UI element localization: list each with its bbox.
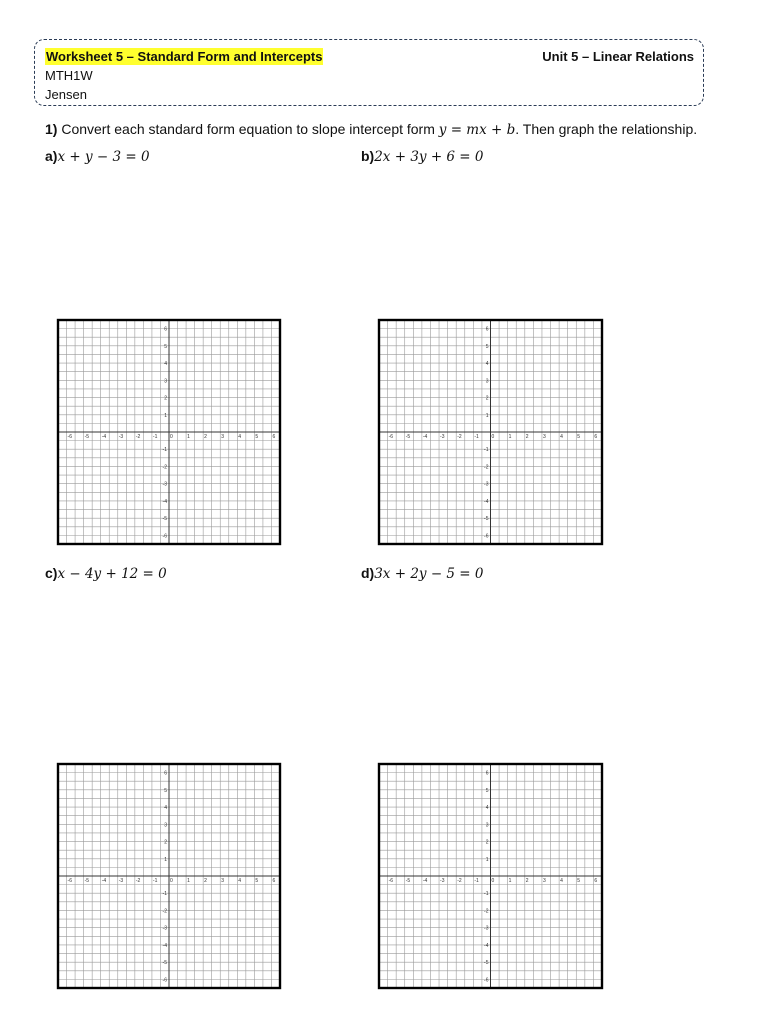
x-tick-label: -1 [152, 878, 158, 884]
x-tick-label: 2 [204, 878, 207, 884]
x-tick-label: -6 [67, 434, 72, 440]
y-tick-label: 1 [485, 856, 489, 863]
question-instruction [45, 120, 697, 139]
y-tick-label: 1 [164, 412, 167, 419]
coordinate-grid-d[interactable] [377, 762, 604, 990]
part-c [45, 564, 167, 583]
x-tick-label: -3 [440, 434, 445, 440]
y-tick-label: -6 [484, 533, 489, 540]
y-tick-label: -6 [484, 977, 489, 984]
y-tick-label: -4 [484, 942, 489, 949]
x-tick-label: -4 [101, 878, 107, 884]
x-tick-label: -3 [440, 878, 445, 884]
part-b [361, 147, 484, 166]
part-label: d) [361, 565, 375, 581]
part-label: b) [361, 148, 375, 164]
x-tick-label: 2 [525, 434, 529, 440]
y-tick-label: 6 [164, 326, 167, 333]
x-tick-label: 3 [542, 878, 546, 884]
x-tick-label: 2 [204, 434, 207, 440]
y-tick-label: 6 [485, 326, 489, 333]
worksheet-title: Worksheet 5 – Standard Form and Intercepts [46, 49, 323, 64]
y-tick-label: 4 [164, 805, 167, 812]
x-tick-label: -3 [118, 434, 124, 440]
y-tick-label: -3 [484, 481, 489, 488]
coordinate-grid-c[interactable] [56, 762, 282, 990]
x-tick-label: 5 [255, 878, 259, 884]
x-tick-label: 6 [272, 434, 276, 440]
x-tick-label: -4 [422, 878, 428, 884]
unit-title: Unit 5 – Linear Relations [542, 49, 694, 64]
y-tick-label: -2 [162, 908, 167, 915]
y-tick-label: -6 [162, 533, 167, 540]
y-tick-label: -1 [162, 447, 167, 454]
x-tick-label: -5 [84, 434, 90, 440]
x-tick-label: -4 [422, 434, 428, 440]
y-tick-label: 5 [164, 787, 167, 794]
x-tick-label: 1 [508, 434, 512, 440]
x-tick-label: 5 [577, 878, 581, 884]
y-tick-label: 2 [164, 395, 167, 402]
part-d [361, 564, 484, 583]
part-label: c) [45, 565, 58, 581]
y-tick-label: 3 [485, 822, 489, 829]
x-tick-label: -3 [118, 878, 124, 884]
x-tick-label: -2 [457, 878, 462, 884]
part-a [45, 147, 150, 166]
y-tick-label: 6 [485, 770, 489, 777]
x-tick-label: -6 [67, 878, 72, 884]
x-tick-label: 6 [594, 878, 598, 884]
x-tick-label: 4 [238, 434, 242, 440]
x-tick-label: 6 [272, 878, 276, 884]
y-tick-label: -5 [484, 516, 489, 523]
x-tick-label: -1 [474, 434, 479, 440]
x-tick-label: 4 [560, 878, 563, 884]
y-tick-label: -4 [162, 498, 167, 505]
x-tick-label: 1 [187, 878, 190, 884]
y-tick-label: 3 [164, 822, 167, 829]
coordinate-grid-a[interactable] [56, 318, 282, 546]
y-tick-label: -1 [484, 447, 489, 454]
y-tick-label: 4 [485, 361, 489, 368]
x-tick-label: -5 [405, 434, 411, 440]
y-tick-label: 2 [164, 839, 167, 846]
x-tick-label: 0 [491, 878, 495, 884]
x-tick-label: -2 [457, 434, 462, 440]
x-tick-label: -1 [474, 878, 479, 884]
y-tick-label: -1 [484, 891, 489, 898]
y-tick-label: 3 [485, 378, 489, 385]
x-tick-label: -6 [388, 878, 394, 884]
part-equation: x + y − 3 = 0 [57, 149, 150, 165]
y-tick-label: 5 [164, 343, 167, 350]
x-tick-label: 0 [491, 434, 495, 440]
y-tick-label: -6 [162, 977, 167, 984]
y-tick-label: 1 [164, 856, 167, 863]
y-tick-label: -1 [162, 891, 167, 898]
instruction-text: Convert each standard form equation to slope intercept form [57, 121, 439, 137]
y-tick-label: -3 [484, 925, 489, 932]
x-tick-label: 5 [577, 434, 581, 440]
course-code: MTH1W [45, 68, 93, 83]
part-equation: x − 4y + 12 = 0 [57, 566, 167, 582]
question-number: 1) [45, 121, 58, 137]
x-tick-label: -2 [135, 434, 141, 440]
y-tick-label: -5 [162, 960, 167, 967]
x-tick-label: -6 [388, 434, 394, 440]
y-tick-label: 2 [485, 395, 489, 402]
x-tick-label: 0 [170, 878, 173, 884]
x-tick-label: 5 [255, 434, 259, 440]
part-equation: 3x + 2y − 5 = 0 [374, 566, 484, 582]
y-tick-label: 4 [485, 805, 489, 812]
x-tick-label: 0 [170, 434, 173, 440]
y-tick-label: 5 [485, 343, 489, 350]
y-tick-label: 4 [164, 361, 167, 368]
x-tick-label: 4 [560, 434, 563, 440]
x-tick-label: 3 [221, 434, 225, 440]
x-tick-label: -4 [101, 434, 107, 440]
y-tick-label: 5 [485, 787, 489, 794]
teacher-name: Jensen [45, 87, 87, 102]
x-tick-label: -2 [135, 878, 141, 884]
y-tick-label: -3 [162, 481, 167, 488]
y-tick-label: -3 [162, 925, 167, 932]
x-tick-label: 1 [508, 878, 512, 884]
slope-intercept-formula: y = mx + b [438, 122, 516, 138]
x-tick-label: -1 [152, 434, 158, 440]
x-tick-label: 2 [525, 878, 529, 884]
x-tick-label: 3 [221, 878, 225, 884]
part-label: a) [45, 148, 58, 164]
y-tick-label: -2 [484, 464, 489, 471]
y-tick-label: 1 [485, 412, 489, 419]
x-tick-label: -5 [84, 878, 90, 884]
y-tick-label: 3 [164, 378, 167, 385]
coordinate-grid-b[interactable] [377, 318, 604, 546]
y-tick-label: -5 [484, 960, 489, 967]
y-tick-label: -2 [484, 908, 489, 915]
x-tick-label: 3 [542, 434, 546, 440]
y-tick-label: -4 [162, 942, 167, 949]
x-tick-label: 1 [187, 434, 190, 440]
y-tick-label: -4 [484, 498, 489, 505]
y-tick-label: 6 [164, 770, 167, 777]
y-tick-label: 2 [485, 839, 489, 846]
y-tick-label: -2 [162, 464, 167, 471]
y-tick-label: -5 [162, 516, 167, 523]
x-tick-label: -5 [405, 878, 411, 884]
x-tick-label: 4 [238, 878, 242, 884]
part-equation: 2x + 3y + 6 = 0 [374, 149, 484, 165]
instruction-text-end: . Then graph the relationship. [515, 121, 698, 137]
x-tick-label: 6 [594, 434, 598, 440]
